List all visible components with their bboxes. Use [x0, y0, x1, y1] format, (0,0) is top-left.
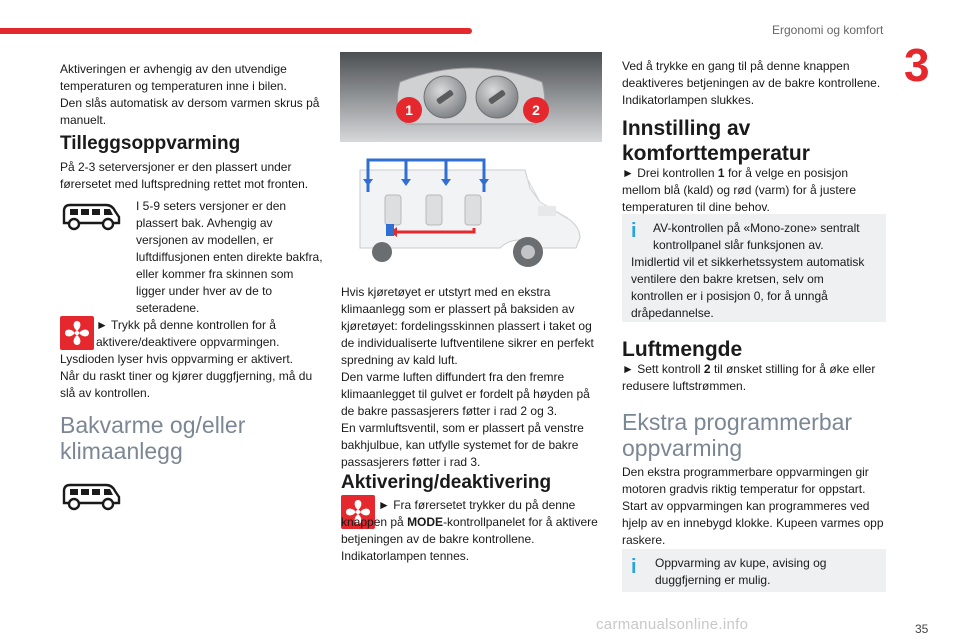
heading-innstilling: Innstilling av komforttemperatur: [622, 117, 810, 165]
heading-bakvarme: Bakvarme og/eller klimaanlegg: [60, 412, 246, 464]
innstilling-text-a: ► Drei kontrollen: [622, 166, 718, 180]
aktivering-instruction: [341, 497, 603, 565]
page-number: 35: [915, 622, 929, 636]
tillegg-paragraph: På 2-3 seterversjoner er den plassert under førersetet med luftspredning rettet mot fronten.: [60, 160, 309, 191]
van-icon: [60, 199, 122, 233]
info-oppvarming-text: Oppvarming av kupe, avising og duggfjerning er mulig.: [655, 556, 827, 587]
heading-luftmengde: Luftmengde: [622, 338, 743, 361]
innstilling-text-b: for å velge en posisjon mellom blå (kald) og rød (varm) for å justere temperaturen til dine behov.: [622, 166, 857, 214]
luftmengde-text-a: ► Sett kontroll: [622, 362, 704, 376]
info-icon: i: [631, 556, 637, 578]
climate-paragraph: Hvis kjøretøyet er utstyrt med en ekstra klimaanlegg som er plassert på baksiden av kjøretøyet: fordelingsskinnen plassert i taket og de individualiserte luftventilene sikrer en perfekt spredning av kald luft. Den varme luften diffundert fra den fremre klimaanlegget til gulvet er fordelt på høyden på de bakre passasjerers føtter i rad 2 og 3. En varmluftsventil, som er plassert på venstre bakhjulbue, kan utfylle systemet for de bakre passasjerers føtter i rad 3.: [341, 285, 594, 469]
control-2-ref: 2: [703, 362, 711, 376]
van-seats-paragraph: I 5-9 seters versjoner er den plassert bak. Avhengig av versjonen av modellen, er luftdiffusjonen enten direkte bakfra, eller kommer fra skinnen som ligger under hver av de to seteradene.: [136, 199, 323, 315]
section-title: Ergonomi og komfort: [772, 23, 884, 37]
heading-aktivering: Aktivering/deaktivering: [341, 472, 552, 493]
control-2-label: 2: [532, 102, 540, 118]
aktivering-text-b: -kontrollpanelet for å aktivere betjeningen av de bakre kontrollene. Indikatorlampen tennes.: [341, 515, 598, 563]
watermark: carmanualsonline.info: [596, 616, 749, 633]
header-accent-bar: [0, 28, 472, 34]
chapter-number: 3: [904, 39, 930, 91]
info-icon: i: [631, 220, 637, 242]
aktivering-text-a: ► Fra førersetet trykker du på denne knappen på: [341, 498, 576, 529]
control-1-label: 1: [405, 102, 413, 118]
heading-ekstra-oppvarming: Ekstra programmerbar oppvarming: [622, 409, 853, 461]
deaktiver-paragraph: Ved å trykke en gang til på denne knappen deaktiveres betjeningen av de bakre kontrollene. Indikatorlampen slukkes.: [622, 59, 881, 107]
heading-tilleggsoppvarming: Tilleggsoppvarming: [60, 133, 241, 154]
van-icon: [60, 479, 122, 513]
led-paragraph: Lysdioden lyser hvis oppvarming er aktivert. Når du raskt tiner og kjører duggfjerning, må du slå av kontrollen.: [60, 352, 313, 400]
mode-label: MODE: [407, 515, 444, 529]
control-1-ref: 1: [717, 166, 725, 180]
ekstra-paragraph: Den ekstra programmerbare oppvarmingen gir motoren gradvis riktig temperatur for oppstart. Start av oppvarmingen kan programmeres ved hjelp av en innebygd klokke. Kupeen varmes opp raskere.: [622, 465, 884, 547]
innstilling-instruction: [622, 165, 886, 216]
fan-instruction: ► Trykk på denne kontrollen for å aktivere/deaktivere oppvarmingen.: [96, 318, 280, 349]
rear-control-panel-image: [340, 52, 602, 142]
info-mono-zone-rest: Imidlertid vil et sikkerhetssystem automatisk ventilere den bakre kretsen, selv om kontrollen er i posisjon 0, for å unngå dråpedannelse.: [631, 255, 865, 320]
luftmengde-text-b: til ønsket stilling for å øke eller redusere luftstrømmen.: [622, 362, 876, 393]
info-mono-zone-first: AV-kontrollen på «Mono-zone» sentralt kontrollpanel slår funksjonen av.: [653, 221, 860, 252]
info-box-mono-zone: [622, 214, 886, 322]
intro-paragraph: Aktiveringen er avhengig av den utvendige temperaturen og temperaturen inne i bilen. Den slås automatisk av dersom varmen skrus på manuelt.: [60, 62, 320, 127]
luftmengde-instruction: [622, 361, 886, 395]
fan-icon: [60, 316, 94, 350]
info-box-oppvarming: [622, 549, 886, 592]
van-air-distribution-diagram: [340, 150, 602, 274]
